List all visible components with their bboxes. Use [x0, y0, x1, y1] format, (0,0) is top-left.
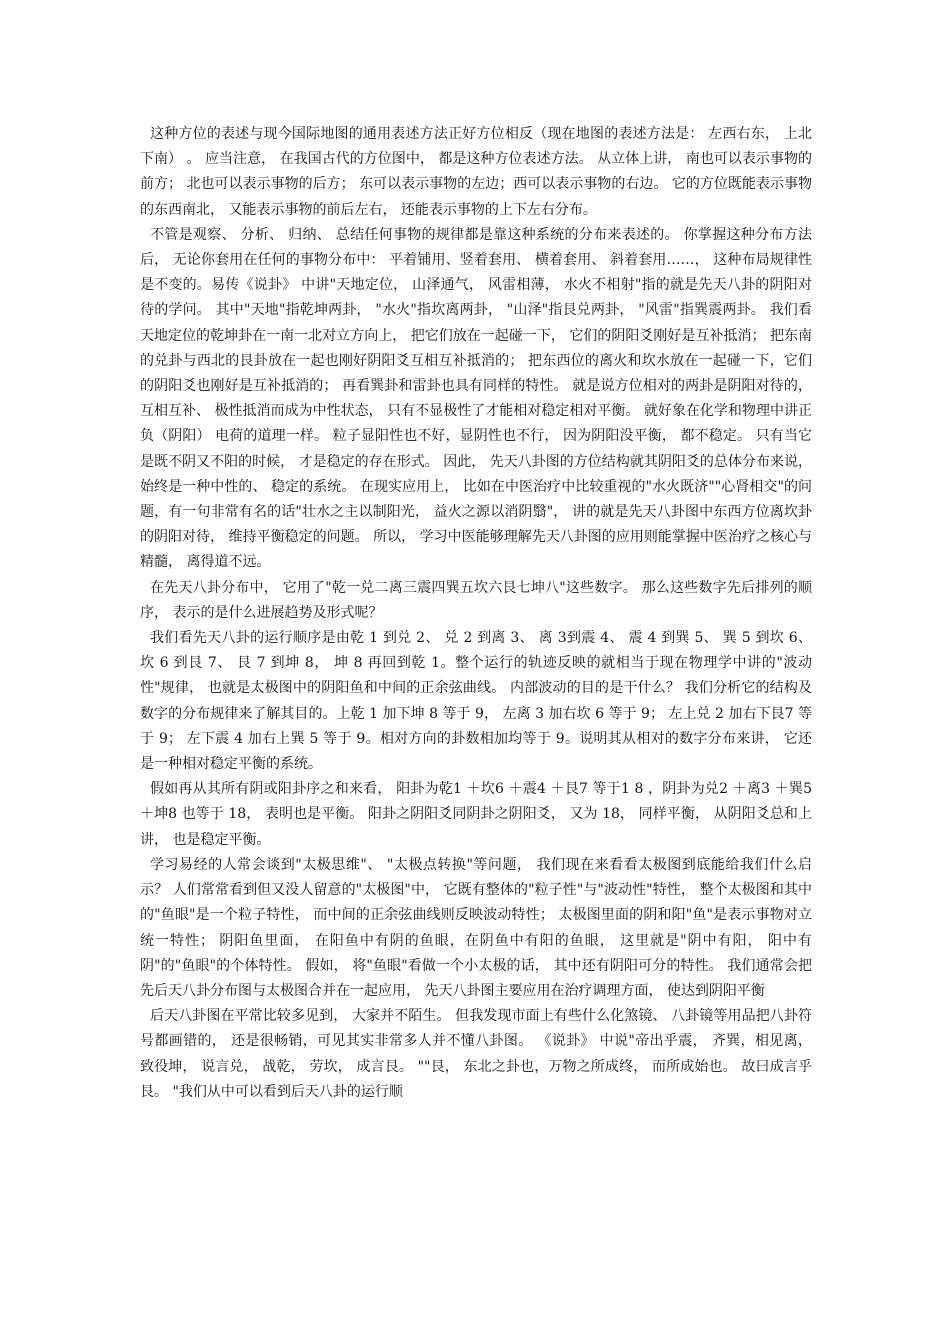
paragraph-3: 在先天八卦分布中， 它用了"乾一兑二离三震四巽五坎六艮七坤八"这些数字。 那么这些数字先后排列的顺序， 表示的是什么进展趋势及形式呢？ [140, 579, 812, 621]
paragraph-1: 这种方位的表述与现今国际地图的通用表述方法正好方位相反（现在地图的表述方法是： 左西右东， 上北下南） 。 应当注意， 在我国古代的方位图中， 都是这种方位表述方法。 从立体上讲， 南也可以表示事物的前方； 北也可以表示事物的后方； 东可以表示事物的左边；西可以表示事物的右边。 它的方位既能表示事物的东西南北， 又能表示事物的前后左右， 还能表示事物的上下左右分布。 [140, 126, 812, 218]
paragraph-2: 不管是观察、 分析、 归纳、 总结任何事物的规律都是靠这种系统的分布来表述的。 你掌握这种分布方法后， 无论你套用在任何的事物分布中： 平着铺用、竖着套用、 横着套用、 斜着套用……， 这种布局规律性是不变的。易传《说卦》 中讲"天地定位， 山泽通气， 风雷相薄， 水火不相射"指的就是先天八卦的阴阳对待的学问。 其中"天地"指乾坤两卦， "水火"指坎离两卦， "山泽"指艮兑两卦， "风雷"指巽震两卦。 我们看天地定位的乾坤卦在一南一北对立方向上， 把它们放在一起碰一下， 它们的阴阳爻刚好是互补抵消； 把东南的兑卦与西北的艮卦放在一起也刚好阴阳爻互相互补抵消的； 把东西位的离火和坎水放在一起碰一下，它们的阴阳爻也刚好是互补抵消的； 再看巽卦和雷卦也具有同样的特性。 就是说方位相对的两卦是阴阳对待的， 互相互补、 极性抵消而成为中性状态， 只有不显极性了才能相对稳定相对平衡。 就好象在化学和物理中讲正负（阴阳） 电荷的道理一样。 粒子显阳性也不好，显阴性也不行， 因为阴阳没平衡， 都不稳定。 只有当它是既不阴又不阳的时候， 才是稳定的存在形式。 因此， 先天八卦图的方位结构就其阴阳爻的总体分布来说， 始终是一种中性的、 稳定的系统。 在现实应用上， 比如在中医治疗中比较重视的"水火既济""心肾相交"的问题，有一句非常有名的话"壮水之主以制阳光， 益火之源以消阴翳"， 讲的就是先天八卦图中东西方位离坎卦的阴阳对待， 维持平衡稳定的问题。 所以， 学习中医能够理解先天八卦图的应用则能掌握中医治疗之核心与精髓， 离得道不远。 [140, 226, 812, 571]
paragraph-6: 学习易经的人常会谈到"太极思维"、 "太极点转换"等问题， 我们现在来看看太极图到底能给我们什么启示？ 人们常常看到但又没人留意的"太极图"中， 它既有整体的"粒子性"与"波动性"特性， 整个太极图和其中的"鱼眼"是一个粒子特性， 而中间的正余弦曲线则反映波动特性； 太极图里面的阴和阳"鱼"是表示事物对立统一特性； 阴阳鱼里面， 在阳鱼中有阴的鱼眼，在阴鱼中有阳的鱼眼， 这里就是"阴中有阳， 阳中有阴"的"鱼眼"的个体特性。 假如， 将"鱼眼"看做一个小太极的话， 其中还有阴阳可分的特性。 我们通常会把先后天八卦分布图与太极图合并在一起应用， 先天八卦图主要应用在治疗调理方面， 使达到阴阳平衡 [140, 856, 812, 999]
paragraph-4: 我们看先天八卦的运行顺序是由乾 1 到兑 2、 兑 2 到离 3、 离 3到震 4、 震 4 到巽 5、 巽 5 到坎 6、 坎 6 到艮 7、 艮 7 到坤 8， 坤 8 再回到乾 1。整个运行的轨迹反映的就相当于现在物理学中讲的"波动性"规律， 也就是太极图中的阴阳鱼和中间的正余弦曲线。 内部波动的目的是干什么？ 我们分析它的结构及数字的分布规律来了解其目的。上乾 1 加下坤 8 等于 9， 左离 3 加右坎 6 等于 9； 左上兑 2 加右下艮7 等于 9； 左下震 4 加右上巽 5 等于 9。相对方向的卦数相加均等于 9。说明其从相对的数字分布来讲， 它还是一种相对稳定平衡的系统。 [140, 630, 812, 773]
document-body [140, 122, 812, 1105]
paragraph-7: 后天八卦图在平常比较多见到， 大家并不陌生。 但我发现市面上有些什么化煞镜、 八卦镜等用品把八卦符号都画错的， 还是很畅销，可见其实非常多人并不懂八卦图。 《说卦》 中说"帝出乎震， 齐巽，相见离， 致役坤， 说言兑， 战乾， 劳坎， 成言艮。 ""艮， 东北之卦也，万物之所成终， 而所成始也。 故曰成言乎艮。 "我们从中可以看到后天八卦的运行顺 [140, 1008, 812, 1100]
paragraph-5: 假如再从其所有阴或阳卦序之和来看， 阳卦为乾1 ＋坎6 ＋震4 ＋艮7 等于1 8 ，阴卦为兑2 ＋离3 ＋巽5 ＋坤8 也等于 18， 表明也是平衡。 阳卦之阴阳爻同阴卦之阴阳爻， 又为 18， 同样平衡， 从阴阳爻总和上讲， 也是稳定平衡。 [140, 781, 812, 848]
